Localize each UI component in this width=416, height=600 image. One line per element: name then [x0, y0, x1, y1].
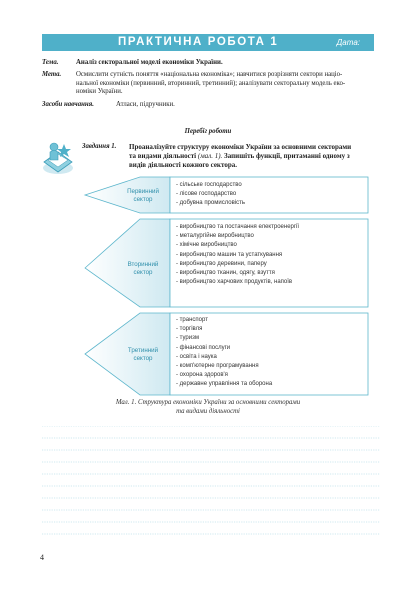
goal-label: Мета.: [42, 71, 62, 78]
list-item: - торгівля: [176, 326, 203, 333]
topic-text: Аналіз секторальної моделі економіки України.: [76, 59, 223, 66]
secondary-sector-label: Вторинний сектор: [127, 261, 159, 276]
list-item: - виробництво та постачання електроенергії: [176, 224, 300, 230]
answer-lines[interactable]: [42, 426, 382, 546]
page-title: ПРАКТИЧНА РОБОТА 1: [118, 36, 279, 48]
page-number: 4: [40, 553, 44, 562]
tools-text: Атласи, підручники.: [116, 101, 175, 108]
list-item: - виробництво тканин, одягу, взуття: [176, 270, 275, 277]
list-item: - хімічне виробництво: [176, 242, 237, 249]
list-item: - виробництво машин та устаткування: [176, 251, 283, 258]
list-item: - державне управління та оборона: [176, 381, 273, 388]
primary-sector-label: Первинний сектор: [127, 188, 159, 203]
list-item: - виробництво харчових продуктів, напоїв: [176, 279, 293, 286]
list-item: - охорона здоров'я: [176, 372, 228, 379]
secondary-sector-list: [176, 223, 299, 287]
task-line: та видами діяльності: [129, 152, 197, 161]
goal-line: Осмислити сутність поняття «національна економіка»; навчитися розрізняти сектори націо-: [76, 71, 343, 78]
list-item: - виробництво деревини, паперу: [176, 260, 267, 267]
list-item: - освіта і наука: [176, 353, 217, 360]
list-item: - комп'ютерне програмування: [176, 363, 259, 370]
task-line: Запишіть функції, притаманні одному з: [224, 152, 350, 161]
tools-label: Засоби навчання.: [42, 101, 94, 108]
list-item: - добувна промисловість: [176, 200, 246, 207]
list-item: - сільське господарство: [176, 182, 242, 188]
topic-label: Тема.: [42, 59, 59, 66]
task-ref: (мал. 1).: [197, 152, 223, 161]
task-line: видів діяльності кожного сектора.: [129, 161, 237, 170]
list-item: - туризм: [176, 335, 199, 342]
tertiary-sector-label: Третинний сектор: [127, 347, 159, 362]
primary-sector-list: [176, 181, 245, 209]
tertiary-sector-list: [176, 316, 272, 390]
list-item: - транспорт: [176, 317, 208, 323]
list-item: - лісове господарство: [176, 191, 237, 198]
figure-caption: Мал. 1. Структура економіки України за основними секторами та видами діяльності: [115, 399, 301, 415]
goal-line: нальної економіки (первинний, вторинний, третинний); аналізувати секторальну модель еко-: [76, 79, 346, 87]
goal-line: номіки України.: [76, 88, 123, 96]
task-line: Проаналізуйте структуру економіки України за основними секторами: [129, 143, 352, 151]
date-label: Дата:: [336, 38, 360, 47]
section-heading: Перебіг роботи: [184, 128, 232, 135]
task-label: Завдання 1.: [82, 143, 117, 150]
list-item: - фінансові послуги: [176, 344, 231, 351]
list-item: - металургійне виробництво: [176, 233, 254, 240]
